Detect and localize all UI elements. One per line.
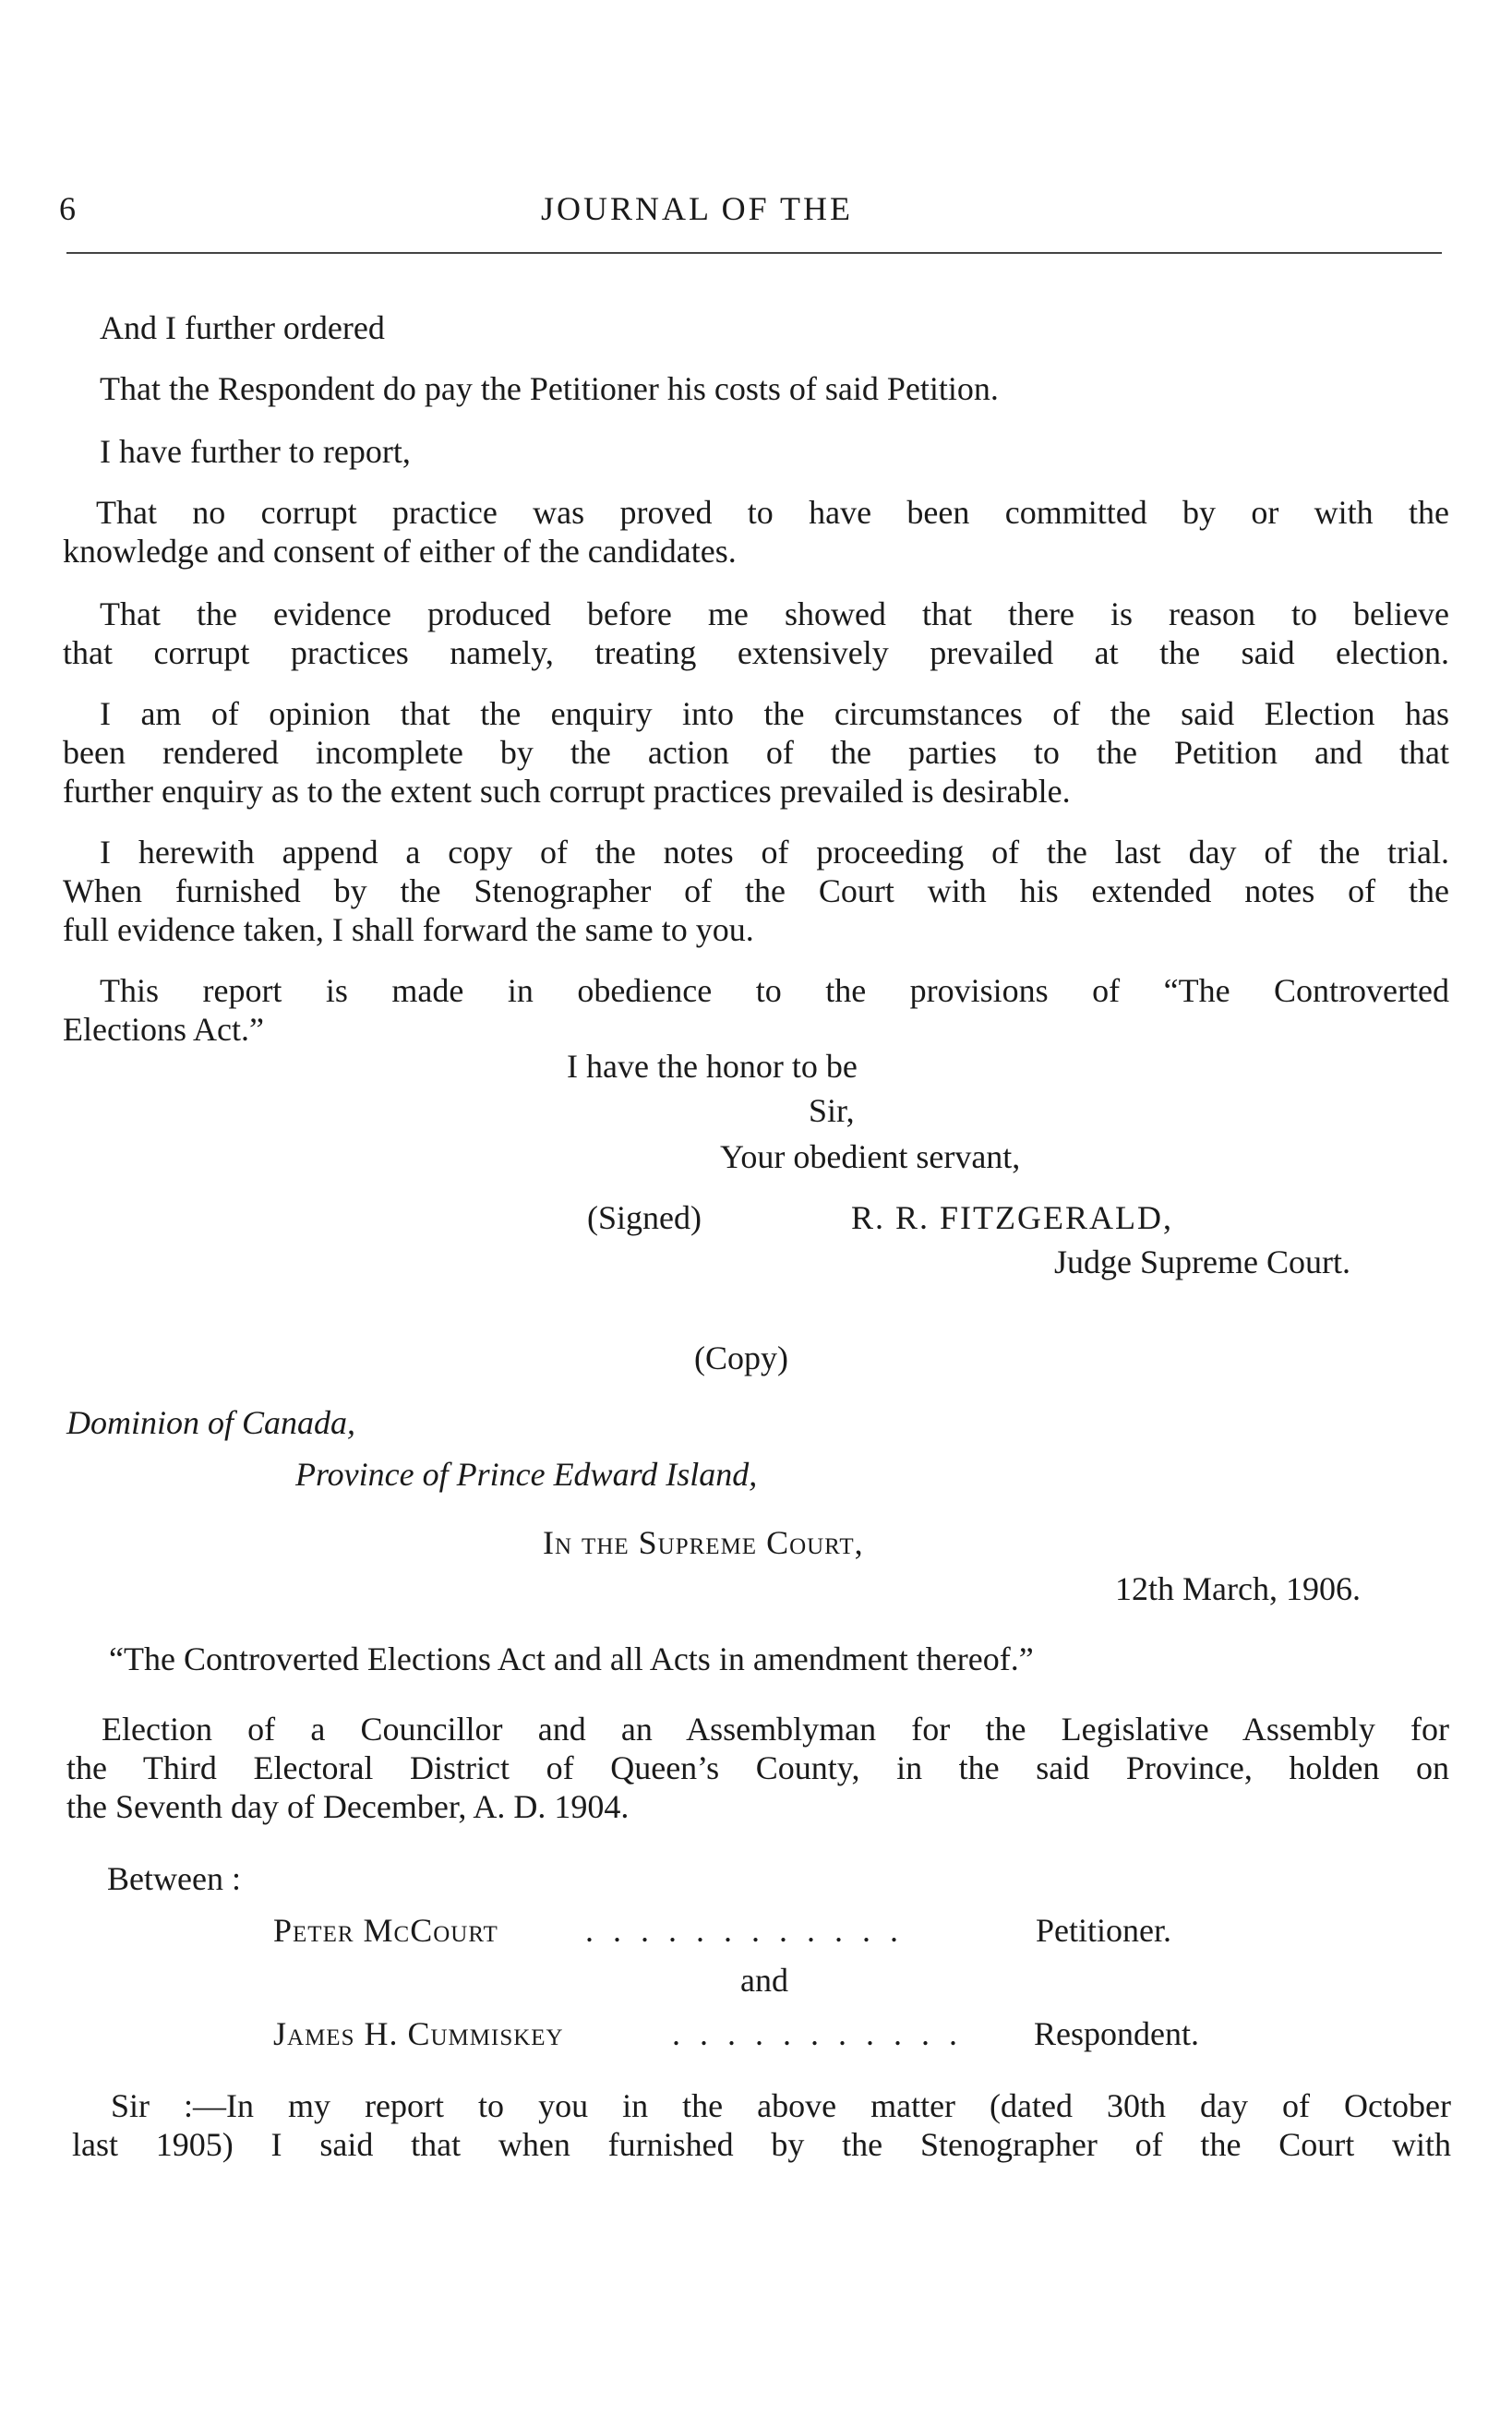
paragraph-further-report: I have further to report, [100,433,411,470]
paragraph-append-line-3: full evidence taken, I shall forward the same to you. [63,911,754,948]
court-heading: In the Supreme Court, [543,1524,864,1561]
paragraph-evidence-line-2: that corrupt practices namely, treating extensively prevailed at the said election. [63,634,1449,671]
signatory-title: Judge Supreme Court. [1054,1244,1350,1280]
province-line: Province of Prince Edward Island, [295,1456,758,1493]
election-line-3: the Seventh day of December, A. D. 1904. [66,1788,630,1825]
page-number: 6 [59,190,76,227]
respondent-name: James H. Cummiskey [273,2015,564,2052]
between-label: Between : [107,1860,241,1897]
dominion-line: Dominion of Canada, [66,1404,356,1441]
copy-date: 12th March, 1906. [1115,1570,1361,1607]
closing-sir: Sir, [809,1092,855,1129]
paragraph-append-line-2: When furnished by the Stenographer of the Court with his extended notes of the [63,872,1449,909]
paragraph-costs: That the Respondent do pay the Petitioner his costs of said Petition. [100,370,999,407]
paragraph-no-corrupt-line-1: That no corrupt practice was proved to have been committed by or with the [96,494,1449,531]
paragraph-evidence-line-1: That the evidence produced before me showed that there is reason to believe [100,595,1449,632]
petitioner-name: Peter McCourt [273,1912,498,1949]
closing-honor: I have the honor to be [567,1048,858,1085]
copy-label: (Copy) [694,1340,788,1376]
closing-signed: (Signed) [587,1199,702,1236]
header-rule [66,252,1442,254]
petitioner-leader: . . . . . . . . . . . . [585,1912,904,1949]
election-line-1: Election of a Councillor and an Assemblyman for the Legislative Assembly for [102,1711,1449,1748]
paragraph-opinion-line-1: I am of opinion that the enquiry into the circumstances of the said Election has [100,695,1449,732]
paragraph-obedience-line-1: This report is made in obedience to the provisions of “The Controverted [100,972,1449,1009]
and-label: and [740,1962,788,1999]
election-line-2: the Third Electoral District of Queen’s County, in the said Province, holden on [66,1749,1449,1786]
paragraph-append-line-1: I herewith append a copy of the notes of proceeding of the last day of the trial. [100,834,1449,871]
respondent-leader: . . . . . . . . . . . [672,2015,963,2052]
sir-line-1: Sir :—In my report to you in the above matter (dated 30th day of October [111,2087,1451,2124]
closing-servant: Your obedient servant, [720,1138,1021,1175]
paragraph-obedience-line-2: Elections Act.” [63,1011,264,1048]
paragraph-opinion-line-3: further enquiry as to the extent such corrupt practices prevailed is desirable. [63,773,1071,810]
signatory-name: R. R. FITZGERALD, [851,1199,1173,1236]
respondent-role: Respondent. [1034,2015,1199,2052]
sir-line-2: last 1905) I said that when furnished by the Stenographer of the Court with [72,2126,1451,2163]
paragraph-no-corrupt-line-2: knowledge and consent of either of the candidates. [63,533,737,570]
running-title: JOURNAL OF THE [541,190,854,227]
paragraph-further-ordered: And I further ordered [100,309,385,346]
act-title: “The Controverted Elections Act and all Acts in amendment thereof.” [109,1640,1034,1677]
paragraph-opinion-line-2: been rendered incomplete by the action of the parties to the Petition and that [63,734,1449,771]
petitioner-role: Petitioner. [1036,1912,1171,1949]
